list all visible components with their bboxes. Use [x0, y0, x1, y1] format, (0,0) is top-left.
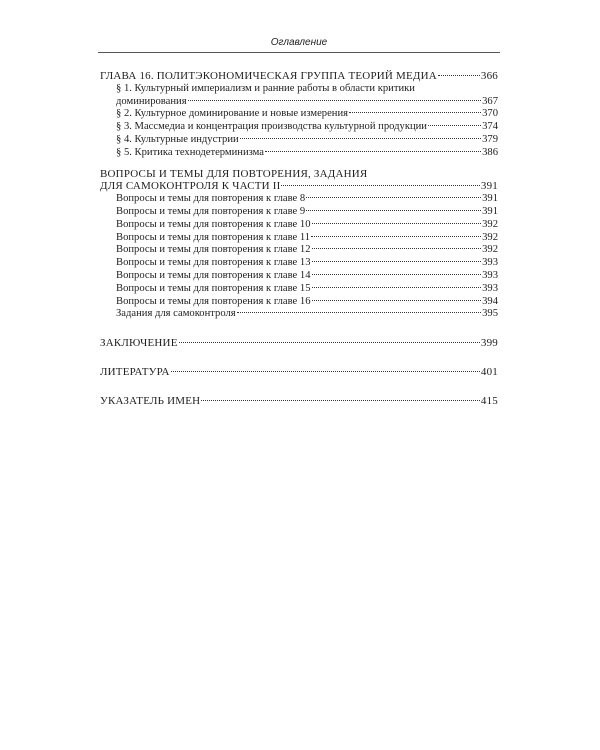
toc-entry-review-ch13[interactable]: [100, 257, 498, 270]
toc-entry-conclusion[interactable]: [100, 337, 498, 350]
toc-entry-review-ch10[interactable]: [100, 219, 498, 232]
toc-page-number: 392: [482, 244, 498, 256]
toc-entry-title: Вопросы и темы для повторения к главе 13: [116, 257, 311, 269]
toc-page-number: 391: [482, 193, 498, 205]
toc-entry-title-line2: ДЛЯ САМОКОНТРОЛЯ К ЧАСТИ II: [100, 180, 281, 193]
toc-entry-title: Вопросы и темы для повторения к главе 9: [116, 205, 306, 217]
toc-page-number: 379: [482, 133, 498, 145]
toc-page-number: 395: [482, 308, 498, 320]
toc-entry-title: § 2. Культурное доминирование и новые измерения: [116, 108, 349, 120]
dot-leader: [240, 138, 481, 139]
dot-leader: [311, 236, 481, 237]
toc-entry-title: Вопросы и темы для повторения к главе 12: [116, 244, 311, 256]
toc-page-number: 415: [480, 394, 498, 407]
toc-page-number: 366: [480, 70, 498, 82]
toc-entry-review-ch14[interactable]: [100, 270, 498, 283]
dot-leader: [306, 210, 481, 211]
dot-leader: [179, 342, 480, 343]
toc-entry-review-ch15[interactable]: [100, 283, 498, 296]
dot-leader: [237, 312, 481, 313]
toc-page-number: 370: [482, 108, 498, 120]
toc-entry-review-ch8[interactable]: [100, 193, 498, 206]
toc-entry-title: Вопросы и темы для повторения к главе 15: [116, 282, 311, 294]
dot-leader: [201, 400, 480, 401]
dot-leader: [171, 371, 480, 372]
dot-leader: [312, 300, 482, 301]
dot-leader: [428, 125, 481, 126]
toc-entry-title: Вопросы и темы для повторения к главе 16: [116, 295, 311, 307]
toc-entry-literature[interactable]: [100, 366, 498, 379]
toc-entry-section-5[interactable]: [100, 147, 498, 160]
dot-leader: [312, 274, 482, 275]
toc-page-number: 392: [482, 218, 498, 230]
toc-entry-section-1[interactable]: [100, 83, 498, 109]
toc-entry-title: Вопросы и темы для повторения к главе 11: [116, 231, 311, 243]
toc-entry-title: § 3. Массмедиа и концентрация производства культурной продукции: [116, 121, 427, 133]
toc-entry-title: § 4. Культурные индустрии: [116, 133, 239, 145]
dot-leader: [312, 248, 482, 249]
toc-entry-title: Вопросы и темы для повторения к главе 8: [116, 193, 306, 205]
toc-entry-chapter-16[interactable]: [100, 70, 498, 83]
toc-page-number: 394: [482, 295, 498, 307]
toc-entry-title: Вопросы и темы для повторения к главе 10: [116, 218, 311, 230]
header-rule: [98, 52, 500, 53]
toc-page-number: 393: [482, 257, 498, 269]
toc-entry-review-part-2[interactable]: [100, 168, 498, 194]
dot-leader: [438, 75, 480, 76]
toc-entry-section-2[interactable]: [100, 108, 498, 121]
toc-entry-title: УКАЗАТЕЛЬ ИМЕН: [100, 394, 201, 407]
toc-page-number: 393: [482, 269, 498, 281]
toc-page-number: 391: [480, 180, 498, 193]
dot-leader: [312, 261, 482, 262]
dot-leader: [306, 197, 481, 198]
toc-entry-title: ЗАКЛЮЧЕНИЕ: [100, 337, 178, 350]
toc-page-number: 391: [482, 205, 498, 217]
toc-entry-title-line2: доминирования: [116, 95, 187, 107]
dot-leader: [265, 151, 481, 152]
toc-entry-review-ch11[interactable]: [100, 232, 498, 245]
toc-page-number: 386: [482, 146, 498, 158]
toc-entry-review-ch12[interactable]: [100, 244, 498, 257]
dot-leader: [312, 287, 482, 288]
toc-page-number: 399: [480, 337, 498, 350]
toc-entry-self-control[interactable]: [100, 308, 498, 321]
dot-leader: [281, 185, 479, 186]
toc-page-number: 401: [480, 365, 498, 378]
dot-leader: [312, 223, 482, 224]
toc-entry-title: § 5. Критика технодетерминизма: [116, 146, 264, 158]
toc-entry-name-index[interactable]: [100, 395, 498, 408]
running-header: Оглавление: [270, 37, 328, 48]
dot-leader: [188, 100, 482, 101]
toc-page-number: 392: [482, 231, 498, 243]
toc-entry-title: Вопросы и темы для повторения к главе 14: [116, 269, 311, 281]
table-of-contents: [100, 70, 498, 408]
toc-entry-section-3[interactable]: [100, 121, 498, 134]
toc-entry-title-line1: § 1. Культурный империализм и ранние работы в области критики: [116, 82, 415, 94]
toc-page-number: 374: [482, 121, 498, 133]
toc-entry-title-line1: ВОПРОСЫ И ТЕМЫ ДЛЯ ПОВТОРЕНИЯ, ЗАДАНИЯ: [100, 167, 368, 180]
dot-leader: [349, 112, 481, 113]
toc-entry-review-ch9[interactable]: [100, 206, 498, 219]
toc-entry-section-4[interactable]: [100, 134, 498, 147]
toc-page-number: 367: [482, 95, 498, 107]
toc-entry-review-ch16[interactable]: [100, 296, 498, 309]
toc-entry-title: ЛИТЕРАТУРА: [100, 365, 170, 378]
toc-page-number: 393: [482, 282, 498, 294]
toc-entry-title: ГЛАВА 16. ПОЛИТЭКОНОМИЧЕСКАЯ ГРУППА ТЕОРИЙ МЕДИА: [100, 70, 437, 82]
toc-entry-title: Задания для самоконтроля: [116, 308, 236, 320]
